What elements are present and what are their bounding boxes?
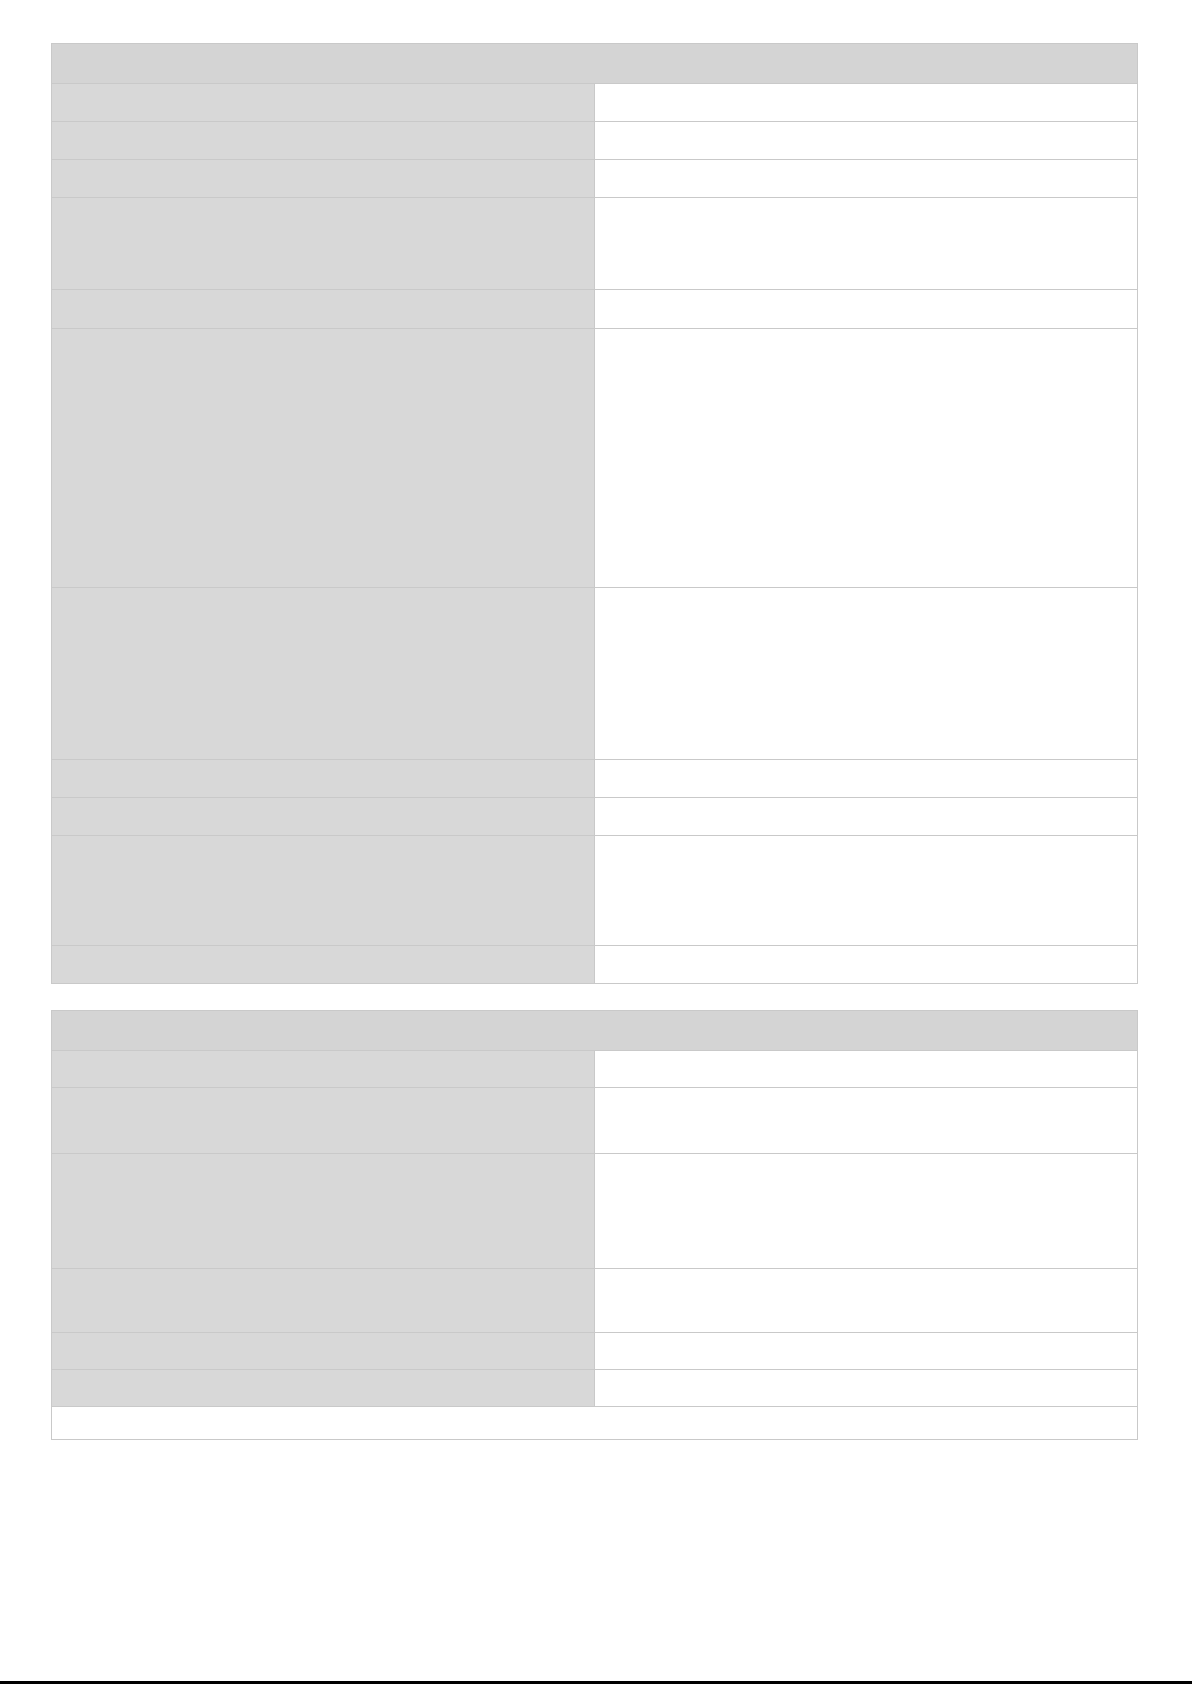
row-value [595, 198, 1138, 290]
row-value [595, 588, 1138, 760]
footnote-row [52, 1407, 1138, 1440]
table-header-row [52, 44, 1138, 84]
spec-table-1 [51, 43, 1138, 984]
row-label [52, 1333, 595, 1370]
row-label [52, 946, 595, 984]
table-title [52, 44, 1138, 84]
table-row [52, 1269, 1138, 1333]
table-row [52, 122, 1138, 160]
row-value [595, 1370, 1138, 1407]
table-row [52, 798, 1138, 836]
row-label [52, 1051, 595, 1088]
row-label [52, 1088, 595, 1154]
row-value [595, 160, 1138, 198]
row-label [52, 160, 595, 198]
footnote [52, 1407, 1138, 1440]
table-row [52, 329, 1138, 588]
row-label [52, 1370, 595, 1407]
row-label [52, 290, 595, 329]
table-row [52, 84, 1138, 122]
row-label [52, 836, 595, 946]
row-value [595, 329, 1138, 588]
table-row [52, 946, 1138, 984]
table-row [52, 836, 1138, 946]
table-header-row [52, 1011, 1138, 1051]
table-row [52, 1370, 1138, 1407]
row-label [52, 84, 595, 122]
row-label [52, 198, 595, 290]
table-row [52, 1088, 1138, 1154]
table-row [52, 198, 1138, 290]
row-value [595, 760, 1138, 798]
table-row [52, 1051, 1138, 1088]
row-label [52, 1269, 595, 1333]
row-value [595, 84, 1138, 122]
table-row [52, 160, 1138, 198]
table-row [52, 1154, 1138, 1269]
row-value [595, 1154, 1138, 1269]
bottom-rule [0, 1681, 1192, 1684]
row-value [595, 1269, 1138, 1333]
table-row [52, 290, 1138, 329]
row-label [52, 760, 595, 798]
row-label [52, 1154, 595, 1269]
row-value [595, 1333, 1138, 1370]
row-label [52, 329, 595, 588]
row-value [595, 1088, 1138, 1154]
row-value [595, 798, 1138, 836]
row-value [595, 1051, 1138, 1088]
row-value [595, 290, 1138, 329]
row-label [52, 122, 595, 160]
row-label [52, 798, 595, 836]
row-value [595, 836, 1138, 946]
row-label [52, 588, 595, 760]
table-title [52, 1011, 1138, 1051]
spec-table-2 [51, 1010, 1138, 1440]
table-row [52, 588, 1138, 760]
row-value [595, 122, 1138, 160]
table-row [52, 1333, 1138, 1370]
row-value [595, 946, 1138, 984]
table-row [52, 760, 1138, 798]
